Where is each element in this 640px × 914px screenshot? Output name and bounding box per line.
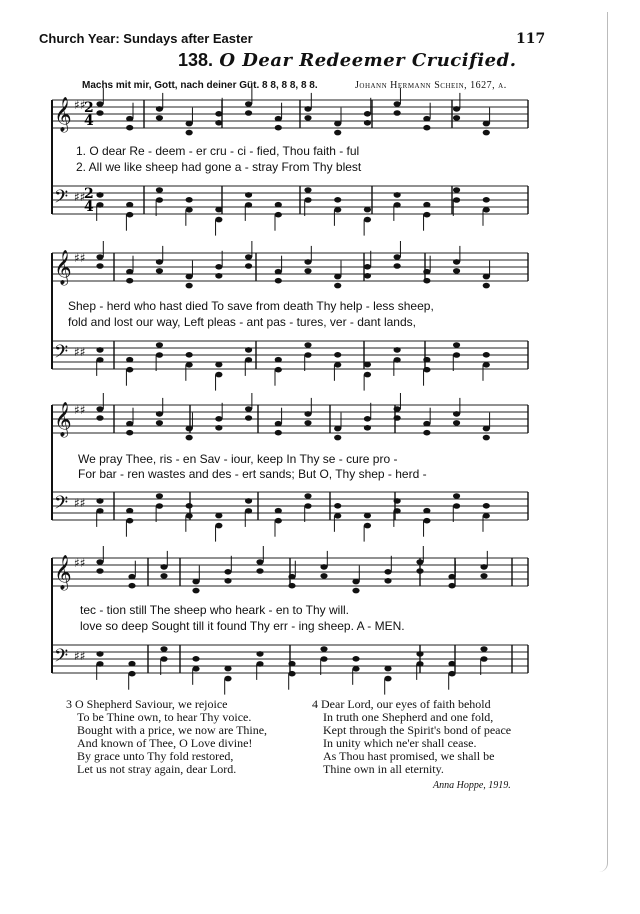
note <box>275 278 282 284</box>
note <box>483 426 490 432</box>
note <box>224 578 231 584</box>
sharp-icon: ♯♯ <box>74 98 86 112</box>
note <box>245 192 252 198</box>
note <box>275 125 282 131</box>
note <box>160 564 167 570</box>
note <box>483 130 490 136</box>
note <box>215 425 222 431</box>
note <box>186 426 193 432</box>
note <box>275 367 282 373</box>
note <box>423 125 430 131</box>
note <box>304 106 311 112</box>
note <box>483 197 490 203</box>
note <box>334 197 341 203</box>
note <box>245 406 252 412</box>
note <box>128 671 135 677</box>
note <box>334 121 341 127</box>
note <box>156 259 163 265</box>
treble-clef-icon: 𝄞 <box>54 250 72 285</box>
sharp-icon: ♯♯ <box>74 556 86 570</box>
note <box>364 273 371 279</box>
lyric-s2-l2: fold and lost our way, Left pleas - ant pas - tures, ver - dant lands, <box>68 315 416 329</box>
note <box>245 498 252 504</box>
note <box>416 568 423 574</box>
note <box>245 415 252 421</box>
note <box>334 352 341 358</box>
time-signature: 4 <box>84 113 94 129</box>
lyric-s1-l1: 1. O dear Re - deem - er cru - ci - fied, Thou faith - ful <box>76 144 360 158</box>
sharp-icon: ♯♯ <box>74 251 86 265</box>
note <box>334 274 341 280</box>
note <box>245 357 252 363</box>
note <box>186 274 193 280</box>
note <box>215 513 222 519</box>
note <box>416 651 423 657</box>
note <box>364 523 371 529</box>
note <box>394 101 401 107</box>
note <box>215 362 222 368</box>
note <box>126 125 133 131</box>
note <box>416 559 423 565</box>
verse-4: 4 Dear Lord, our eyes of faith behold In truth one Shepherd and one fold, Kept through the Spirit's bond of peace In unity which ne'er shall cease. As Thou hast promised, we shall be Thine own in all eternity. <box>312 697 512 776</box>
verse-3: 3 O Shepherd Saviour, we rejoice To be Thine own, to hear Thy voice. Bought with a price, we now are Thine, And known of Thee, O Love divine! By grace unto Thy fold restored, Let us not stray again, dear Lord. <box>66 697 268 776</box>
note <box>304 342 311 348</box>
note <box>96 347 103 353</box>
sharp-icon: ♯♯ <box>74 403 86 417</box>
note <box>186 513 193 519</box>
time-signature: 2 <box>84 100 94 116</box>
note <box>128 661 135 667</box>
note <box>224 676 231 682</box>
note <box>96 559 103 565</box>
note <box>186 283 193 289</box>
note <box>96 110 103 116</box>
note <box>423 278 430 284</box>
note <box>186 362 193 368</box>
note <box>364 425 371 431</box>
note <box>304 420 311 426</box>
note <box>215 416 222 422</box>
note <box>334 362 341 368</box>
note <box>245 110 252 116</box>
note <box>384 666 391 672</box>
note <box>126 518 133 524</box>
note <box>96 254 103 260</box>
note <box>288 574 295 580</box>
hymn-number: 138. <box>178 50 214 70</box>
note <box>394 415 401 421</box>
note <box>394 508 401 514</box>
note <box>126 508 133 514</box>
note <box>423 421 430 427</box>
note <box>245 101 252 107</box>
note <box>304 259 311 265</box>
note <box>126 202 133 208</box>
tune-name: Machs mit mir, Gott, nach deiner Güt. <box>82 80 260 91</box>
sharp-icon: ♯♯ <box>74 345 86 359</box>
note <box>483 283 490 289</box>
lyric-s2-l1: Shep - herd who hast died To save from death Thy help - less sheep, <box>68 299 434 313</box>
note <box>483 435 490 441</box>
note <box>96 357 103 363</box>
note <box>423 518 430 524</box>
note <box>364 513 371 519</box>
note <box>453 420 460 426</box>
note <box>275 508 282 514</box>
note <box>453 259 460 265</box>
note <box>245 254 252 260</box>
lyric-s3-l2: For bar - ren wastes and des - ert sands; But O, Thy shep - herd - <box>78 467 427 481</box>
note <box>160 646 167 652</box>
note <box>96 192 103 198</box>
note <box>245 263 252 269</box>
treble-clef-icon: 𝄞 <box>54 402 72 437</box>
note <box>480 573 487 579</box>
treble-clef-icon: 𝄞 <box>54 97 72 132</box>
note <box>186 207 193 213</box>
note <box>215 207 222 213</box>
note <box>126 116 133 122</box>
note <box>215 111 222 117</box>
note <box>160 573 167 579</box>
note <box>126 367 133 373</box>
note <box>320 656 327 662</box>
bass-clef-icon: 𝄢 <box>54 646 69 671</box>
note <box>334 503 341 509</box>
note <box>96 661 103 667</box>
note <box>352 588 359 594</box>
note <box>394 192 401 198</box>
note <box>96 568 103 574</box>
note <box>483 352 490 358</box>
note <box>394 202 401 208</box>
note <box>215 264 222 270</box>
note <box>483 503 490 509</box>
note <box>394 357 401 363</box>
note <box>128 574 135 580</box>
note <box>160 656 167 662</box>
note <box>334 283 341 289</box>
tune-meter: 8 8, 8 8, 8 8. <box>262 80 318 91</box>
note <box>394 263 401 269</box>
note <box>320 573 327 579</box>
lyric-s3-l1: We pray Thee, ris - en Sav - iour, keep In Thy se - cure pro - <box>78 452 398 466</box>
note <box>156 187 163 193</box>
page-number: 117 <box>516 31 546 47</box>
note <box>364 416 371 422</box>
lyric-s1-l2: 2. All we like sheep had gone a - stray From Thy blest <box>76 160 362 174</box>
note <box>423 116 430 122</box>
note <box>126 430 133 436</box>
sharp-icon: ♯♯ <box>74 496 86 510</box>
note <box>453 187 460 193</box>
note <box>275 269 282 275</box>
note <box>275 518 282 524</box>
note <box>304 411 311 417</box>
note <box>483 121 490 127</box>
lyric-s4-l1: tec - tion still The sheep who heark - en to Thy will. <box>80 603 350 617</box>
note <box>304 352 311 358</box>
note <box>288 583 295 589</box>
note <box>96 101 103 107</box>
treble-clef-icon: 𝄞 <box>54 555 72 590</box>
text-credit: Anna Hoppe, 1919. <box>433 780 511 791</box>
note <box>156 420 163 426</box>
note <box>245 202 252 208</box>
note <box>334 513 341 519</box>
note <box>186 197 193 203</box>
note <box>304 115 311 121</box>
note <box>275 116 282 122</box>
note <box>215 273 222 279</box>
note <box>186 130 193 136</box>
note <box>192 579 199 585</box>
note <box>364 207 371 213</box>
bass-clef-icon: 𝄢 <box>54 493 69 518</box>
note <box>256 568 263 574</box>
note <box>288 661 295 667</box>
section-header: Church Year: Sundays after Easter <box>39 31 253 46</box>
note <box>96 202 103 208</box>
note <box>275 421 282 427</box>
note <box>352 579 359 585</box>
note <box>334 426 341 432</box>
note <box>215 120 222 126</box>
note <box>215 217 222 223</box>
note <box>423 357 430 363</box>
note <box>483 362 490 368</box>
note <box>320 564 327 570</box>
note <box>480 564 487 570</box>
note <box>275 430 282 436</box>
note <box>304 268 311 274</box>
note <box>384 569 391 575</box>
note <box>453 503 460 509</box>
sharp-icon: ♯♯ <box>74 190 86 204</box>
note <box>352 656 359 662</box>
note <box>453 411 460 417</box>
note <box>215 372 222 378</box>
note <box>156 352 163 358</box>
note <box>423 367 430 373</box>
note <box>483 513 490 519</box>
note <box>352 666 359 672</box>
note <box>96 263 103 269</box>
note <box>423 269 430 275</box>
note <box>416 661 423 667</box>
note <box>453 352 460 358</box>
note <box>156 197 163 203</box>
note <box>364 372 371 378</box>
note <box>334 130 341 136</box>
note <box>245 347 252 353</box>
note <box>423 508 430 514</box>
note <box>256 651 263 657</box>
note <box>423 212 430 218</box>
note <box>275 202 282 208</box>
note <box>364 111 371 117</box>
note <box>245 508 252 514</box>
time-signature: 4 <box>84 199 94 215</box>
sharp-icon: ♯♯ <box>74 649 86 663</box>
note <box>215 523 222 529</box>
note <box>304 197 311 203</box>
composer: Johann Hermann Schein, 1627, a. <box>355 80 507 91</box>
note <box>483 207 490 213</box>
time-signature: 2 <box>84 186 94 202</box>
note <box>453 342 460 348</box>
note <box>448 574 455 580</box>
note <box>256 559 263 565</box>
note <box>448 583 455 589</box>
note <box>480 646 487 652</box>
note <box>96 651 103 657</box>
lyric-s4-l2: love so deep Sought till it found Thy err - ing sheep. A - MEN. <box>80 619 405 633</box>
note <box>453 268 460 274</box>
note <box>364 120 371 126</box>
note <box>256 661 263 667</box>
note <box>186 352 193 358</box>
note <box>275 212 282 218</box>
note <box>156 503 163 509</box>
note <box>394 406 401 412</box>
note <box>156 411 163 417</box>
note <box>394 254 401 260</box>
note <box>304 503 311 509</box>
note <box>126 269 133 275</box>
note <box>320 646 327 652</box>
note <box>186 503 193 509</box>
note <box>364 362 371 368</box>
note <box>394 110 401 116</box>
note <box>423 430 430 436</box>
note <box>156 268 163 274</box>
note <box>394 347 401 353</box>
note <box>453 197 460 203</box>
bass-clef-icon: 𝄢 <box>54 187 69 212</box>
note <box>156 106 163 112</box>
note <box>96 406 103 412</box>
note <box>448 671 455 677</box>
note <box>192 656 199 662</box>
note <box>126 357 133 363</box>
note <box>304 493 311 499</box>
note <box>384 676 391 682</box>
verse-number: 3 <box>66 697 72 711</box>
note <box>126 421 133 427</box>
note <box>156 115 163 121</box>
note <box>224 569 231 575</box>
note <box>186 121 193 127</box>
note <box>483 274 490 280</box>
note <box>453 106 460 112</box>
bass-clef-icon: 𝄢 <box>54 342 69 367</box>
note <box>448 661 455 667</box>
note <box>126 278 133 284</box>
note <box>334 207 341 213</box>
hymn-name: O Dear Redeemer Crucified. <box>219 50 517 71</box>
note <box>334 435 341 441</box>
note <box>192 588 199 594</box>
note <box>288 671 295 677</box>
note <box>156 493 163 499</box>
note <box>364 264 371 270</box>
note <box>156 342 163 348</box>
note <box>96 415 103 421</box>
note <box>304 187 311 193</box>
note <box>192 666 199 672</box>
note <box>96 508 103 514</box>
note <box>453 115 460 121</box>
note <box>480 656 487 662</box>
note <box>224 666 231 672</box>
note <box>394 498 401 504</box>
note <box>453 493 460 499</box>
note <box>364 217 371 223</box>
note <box>128 583 135 589</box>
note <box>96 498 103 504</box>
note <box>423 202 430 208</box>
note <box>275 357 282 363</box>
note <box>126 212 133 218</box>
note <box>186 435 193 441</box>
note <box>384 578 391 584</box>
verse-number: 4 <box>312 697 318 711</box>
